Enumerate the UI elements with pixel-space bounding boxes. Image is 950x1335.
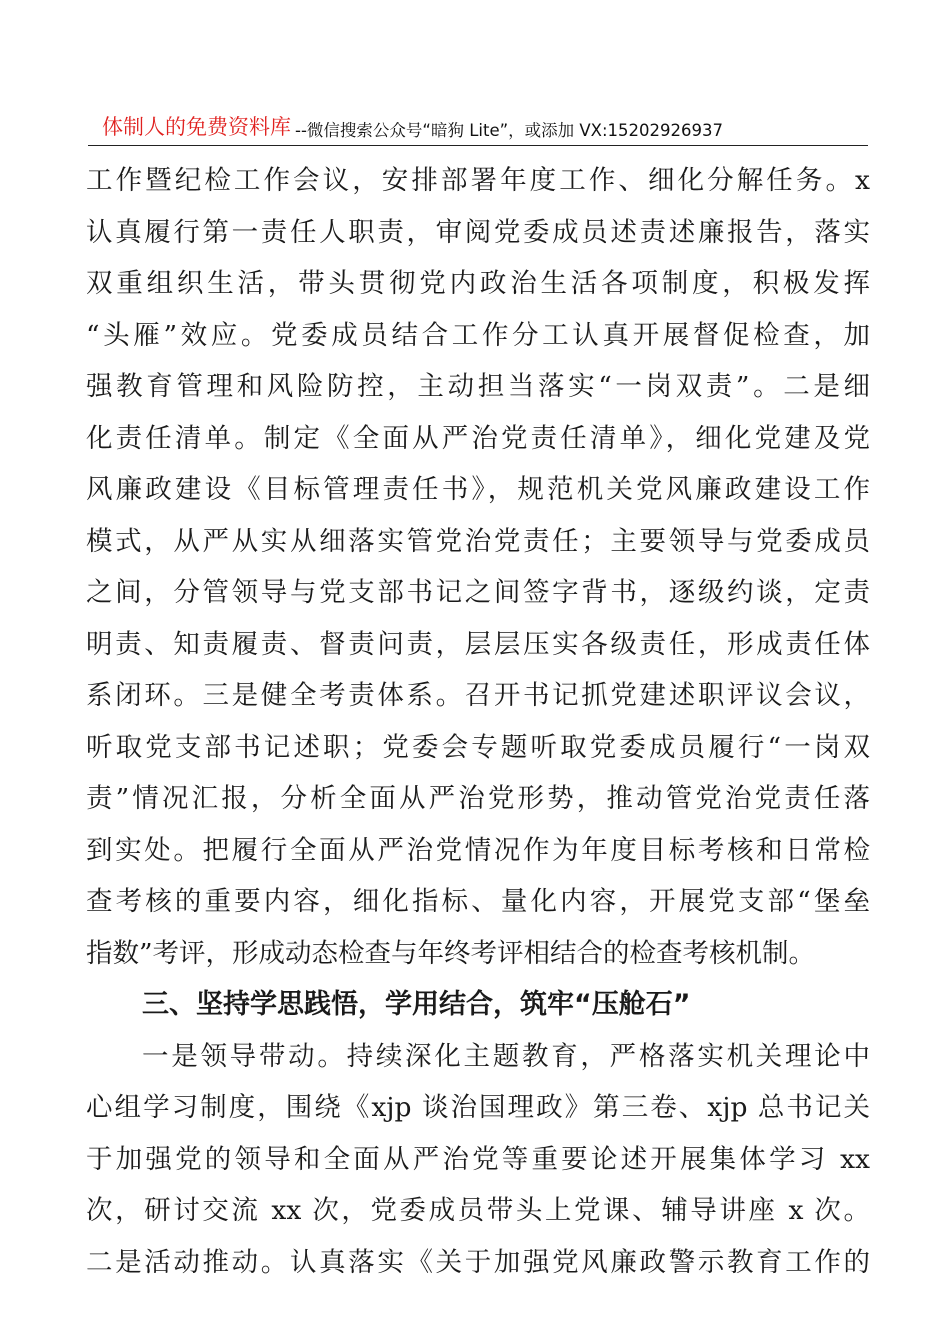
text-line: 系闭环。三是健全考责体系。召开书记抓党建述职评议会议，: [86, 680, 870, 711]
text-line: 模式，从严从实从细落实管党治党责任；主要领导与党委成员: [86, 525, 870, 557]
text-line: 认真履行第一责任人职责，审阅党委成员述责述廉报告，落实: [86, 216, 870, 248]
text-line: 查考核的重要内容，细化指标、量化内容，开展党支部“堡垒: [86, 886, 870, 917]
text-line: 责”情况汇报，分析全面从严治党形势，推动管党治党责任落: [86, 783, 870, 814]
header-brand: 体制人的免费资料库: [102, 115, 291, 139]
text-line: 工作暨纪检工作会议，安排部署年度工作、细化分解任务。x: [86, 165, 870, 196]
text-line: “头雁”效应。党委成员结合工作分工认真开展督促检查，加: [86, 319, 870, 351]
text-line: 到实处。把履行全面从严治党情况作为年度目标考核和日常检: [86, 834, 870, 866]
text-line: 次，研讨交流 xx 次，党委成员带头上党课、辅导讲座 x 次。: [86, 1195, 870, 1226]
text-line: 化责任清单。制定《全面从严治党责任清单》，细化党建及党: [86, 422, 870, 454]
section-heading: 三、坚持学思践悟，学用结合，筑牢“压舱石”: [142, 989, 691, 1020]
header-note: --微信搜索公众号“暗狗 Lite”，或添加 VX:15202926937: [295, 121, 724, 140]
text-line: 于加强党的领导和全面从严治党等重要论述开展集体学习 xx: [86, 1143, 870, 1175]
text-line: 听取党支部书记述职；党委会专题听取党委成员履行“一岗双: [86, 731, 870, 763]
text-line: 指数”考评，形成动态检查与年终考评相结合的检查考核机制。: [86, 937, 816, 969]
text-line: 风廉政建设《目标管理责任书》，规范机关党风廉政建设工作: [86, 474, 870, 505]
text-line: 心组学习制度，围绕《xjp 谈治国理政》第三卷、xjp 总书记关: [86, 1092, 870, 1123]
text-line: 明责、知责履责、督责问责，层层压实各级责任，形成责任体: [86, 628, 870, 660]
text-line: 二是活动推动。认真落实《关于加强党风廉政警示教育工作的: [86, 1246, 870, 1278]
document-body: [86, 155, 870, 1288]
text-line: 双重组织生活，带头贯彻党内政治生活各项制度，积极发挥: [86, 268, 870, 299]
text-line: 强教育管理和风险防控，主动担当落实“一岗双责”。二是细: [86, 371, 870, 402]
text-line: 一是领导带动。持续深化主题教育，严格落实机关理论中: [142, 1040, 870, 1072]
page-header: [88, 110, 868, 146]
text-line: 之间，分管领导与党支部书记之间签字背书，逐级约谈，定责: [86, 577, 870, 608]
